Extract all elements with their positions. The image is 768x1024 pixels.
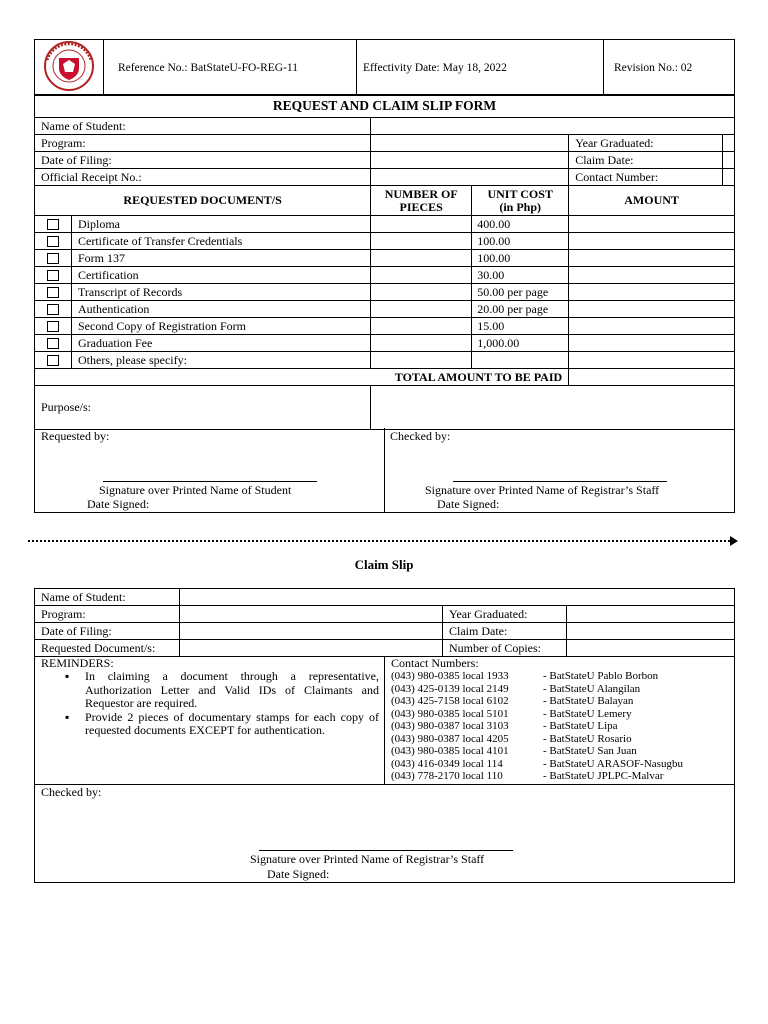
claim-copies-label: Number of Copies:	[443, 640, 567, 657]
reference-number: Reference No.: BatStateU-FO-REG-11	[104, 40, 357, 96]
reminders-label: REMINDERS:	[41, 656, 114, 670]
pieces-field[interactable]	[371, 233, 472, 250]
contact-campus: - BatStateU San Juan	[543, 745, 637, 757]
contact-row	[391, 683, 731, 696]
contact-phone: (043) 980-0385 local 4101	[391, 745, 509, 757]
checkbox[interactable]	[47, 219, 59, 230]
claim-copies-field[interactable]	[567, 640, 735, 657]
logo-cell	[35, 40, 104, 96]
year-graduated-label: Year Graduated:	[569, 135, 723, 152]
student-name-label: Name of Student:	[35, 118, 371, 135]
claim-staff-signature-caption: Signature over Printed Name of Registrar’s Staff	[250, 852, 485, 866]
document-name: Diploma	[72, 216, 371, 233]
revision-number: Revision No.: 02	[604, 40, 735, 96]
col-header-unit-cost	[472, 186, 569, 216]
unit-cost: 50.00 per page	[472, 284, 569, 301]
checkbox[interactable]	[47, 253, 59, 264]
contact-phone: (043) 778-2170 local 110	[391, 770, 503, 782]
claim-date-field[interactable]	[723, 152, 735, 169]
checkbox[interactable]	[47, 236, 59, 247]
document-name: Graduation Fee	[72, 335, 371, 352]
claim-date-signed: Date Signed:	[267, 867, 330, 881]
col-header-amount: AMOUNT	[569, 186, 735, 216]
col-header-cost-line1: UNIT COST	[487, 186, 553, 201]
claim-filing-label: Date of Filing:	[35, 623, 180, 640]
staff-signature-caption: Signature over Printed Name of Registrar’s Staff	[425, 483, 660, 497]
form-title: REQUEST AND CLAIM SLIP FORM	[35, 95, 735, 118]
student-signature-caption: Signature over Printed Name of Student	[99, 483, 292, 497]
contacts-section	[391, 656, 731, 783]
amount-field[interactable]	[569, 250, 735, 267]
student-name-field[interactable]	[371, 118, 735, 135]
amount-field[interactable]	[569, 301, 735, 318]
pieces-field[interactable]	[371, 352, 472, 369]
reminders-section	[41, 656, 379, 738]
document-row	[35, 301, 735, 318]
purpose-label: Purpose/s:	[35, 386, 371, 430]
total-amount-label: TOTAL AMOUNT TO BE PAID	[35, 369, 569, 386]
unit-cost	[472, 352, 569, 369]
claim-student-name-label: Name of Student:	[35, 589, 180, 606]
amount-field[interactable]	[569, 335, 735, 352]
contact-row	[391, 708, 731, 721]
checkbox[interactable]	[47, 321, 59, 332]
checkbox[interactable]	[47, 270, 59, 281]
pieces-field[interactable]	[371, 216, 472, 233]
col-header-pieces-line1: NUMBER OF	[384, 186, 458, 201]
document-checkbox-cell[interactable]	[35, 233, 72, 250]
contact-row	[391, 695, 731, 708]
unit-cost: 100.00	[472, 250, 569, 267]
contacts-label: Contact Numbers:	[391, 656, 479, 670]
document-row	[35, 284, 735, 301]
date-filing-field[interactable]	[371, 152, 569, 169]
claim-requested-field[interactable]	[180, 640, 443, 657]
document-name: Form 137	[72, 250, 371, 267]
claim-year-field[interactable]	[567, 606, 735, 623]
contact-campus: - BatStateU Lemery	[543, 707, 632, 720]
amount-field[interactable]	[569, 233, 735, 250]
form-header	[34, 39, 735, 96]
claim-filing-field[interactable]	[180, 623, 443, 640]
contact-phone: (043) 980-0387 local 3103	[391, 720, 509, 732]
claim-program-field[interactable]	[180, 606, 443, 623]
reminder-item: ▪ Provide 2 pieces of documentary stamps for each copy of requested documents EXCEPT for authentication.	[85, 711, 379, 738]
claim-checked-by-label: Checked by:	[41, 785, 102, 799]
pieces-field[interactable]	[371, 335, 472, 352]
student-signature-line[interactable]	[103, 481, 317, 482]
document-row	[35, 352, 735, 369]
arrow-right-icon	[730, 536, 738, 546]
contact-row	[391, 745, 731, 758]
claim-student-name-field[interactable]	[180, 589, 735, 606]
contact-campus: - BatStateU JPLPC-Malvar	[543, 770, 664, 782]
contact-phone: (043) 980-0387 local 4205	[391, 732, 509, 745]
claim-year-label: Year Graduated:	[443, 606, 567, 623]
receipt-label: Official Receipt No.:	[35, 169, 371, 186]
claim-signature-block	[34, 784, 735, 883]
document-checkbox-cell[interactable]	[35, 216, 72, 233]
unit-cost: 15.00	[472, 318, 569, 335]
unit-cost: 20.00 per page	[472, 301, 569, 318]
requested-by-label: Requested by:	[41, 429, 110, 443]
document-row	[35, 233, 735, 250]
document-row	[35, 267, 735, 284]
receipt-field[interactable]	[371, 169, 569, 186]
cut-line	[28, 540, 730, 542]
contact-phone: (043) 425-7158 local 6102	[391, 695, 509, 707]
request-form-table	[34, 94, 735, 430]
staff-date-signed: Date Signed:	[437, 497, 500, 511]
pieces-field[interactable]	[371, 267, 472, 284]
unit-cost: 1,000.00	[472, 335, 569, 352]
year-graduated-field[interactable]	[723, 135, 735, 152]
signature-divider	[384, 428, 385, 512]
pieces-field[interactable]	[371, 318, 472, 335]
amount-field[interactable]	[569, 267, 735, 284]
pieces-field[interactable]	[371, 284, 472, 301]
amount-field[interactable]	[569, 284, 735, 301]
contact-campus: - BatStateU Balayan	[543, 695, 634, 707]
effectivity-date: Effectivity Date: May 18, 2022	[357, 40, 604, 96]
document-name: Others, please specify:	[72, 352, 371, 369]
unit-cost: 400.00	[472, 216, 569, 233]
document-checkbox-cell[interactable]	[35, 301, 72, 318]
contact-phone: (043) 425-0139 local 2149	[391, 682, 509, 695]
document-checkbox-cell[interactable]	[35, 335, 72, 352]
contact-phone: (043) 416-0349 local 114	[391, 757, 503, 770]
document-name: Second Copy of Registration Form	[72, 318, 371, 335]
col-header-cost-line2: (in Php)	[499, 199, 542, 214]
contact-row	[391, 758, 731, 771]
document-name: Certificate of Transfer Credentials	[72, 233, 371, 250]
contact-number-label: Contact Number:	[569, 169, 723, 186]
contact-phone: (043) 980-0385 local 5101	[391, 707, 509, 720]
claim-staff-signature-line[interactable]	[259, 850, 513, 851]
unit-cost: 30.00	[472, 267, 569, 284]
col-header-pieces	[371, 186, 472, 216]
contact-campus: - BatStateU Lipa	[543, 720, 618, 732]
checked-by-label: Checked by:	[390, 429, 451, 443]
total-amount-field[interactable]	[569, 369, 735, 386]
program-field[interactable]	[371, 135, 569, 152]
claim-date-field[interactable]	[567, 623, 735, 640]
program-label: Program:	[35, 135, 371, 152]
date-filing-label: Date of Filing:	[35, 152, 371, 169]
purpose-field[interactable]	[371, 386, 735, 430]
contact-number-field[interactable]	[723, 169, 735, 186]
col-header-document: REQUESTED DOCUMENT/S	[35, 186, 371, 216]
document-checkbox-cell[interactable]	[35, 267, 72, 284]
contact-phone: (043) 980-0385 local 1933	[391, 670, 509, 682]
checkbox[interactable]	[47, 287, 59, 298]
contact-campus: - BatStateU Pablo Borbon	[543, 670, 659, 682]
claim-slip-table	[34, 588, 735, 657]
claim-date-label: Claim Date:	[569, 152, 723, 169]
claim-requested-label: Requested Document/s:	[35, 640, 180, 657]
contact-row	[391, 770, 731, 783]
document-name: Certification	[72, 267, 371, 284]
document-row	[35, 216, 735, 233]
document-row	[35, 318, 735, 335]
reminders-list	[41, 670, 379, 738]
document-checkbox-cell[interactable]	[35, 352, 72, 369]
staff-signature-line[interactable]	[453, 481, 667, 482]
claim-date-label: Claim Date:	[443, 623, 567, 640]
university-seal-logo	[37, 40, 101, 92]
document-checkbox-cell[interactable]	[35, 284, 72, 301]
signature-block	[34, 428, 735, 513]
document-checkbox-cell[interactable]	[35, 250, 72, 267]
checkbox[interactable]	[47, 304, 59, 315]
student-date-signed: Date Signed:	[87, 497, 150, 511]
document-name: Authentication	[72, 301, 371, 318]
contact-row	[391, 720, 731, 733]
document-name: Transcript of Records	[72, 284, 371, 301]
contact-row	[391, 733, 731, 746]
contact-campus: - BatStateU ARASOF-Nasugbu	[543, 757, 683, 770]
amount-field[interactable]	[569, 216, 735, 233]
contact-row	[391, 670, 731, 683]
checkbox[interactable]	[47, 355, 59, 366]
claim-slip-title: Claim Slip	[354, 557, 414, 572]
pieces-field[interactable]	[371, 250, 472, 267]
contact-campus: - BatStateU Alangilan	[543, 682, 641, 695]
reminders-contacts-block	[34, 656, 735, 785]
pieces-field[interactable]	[371, 301, 472, 318]
amount-field[interactable]	[569, 352, 735, 369]
reminders-divider	[384, 656, 385, 784]
col-header-pieces-line2: PIECES	[399, 199, 443, 214]
document-row	[35, 335, 735, 352]
checkbox[interactable]	[47, 338, 59, 349]
contact-campus: - BatStateU Rosario	[543, 732, 632, 745]
document-checkbox-cell[interactable]	[35, 318, 72, 335]
reminder-item: ▪ In claiming a document through a representative, Authorization Letter and Valid IDs of Claimants and Requestor are required.	[85, 670, 379, 711]
unit-cost: 100.00	[472, 233, 569, 250]
amount-field[interactable]	[569, 318, 735, 335]
claim-program-label: Program:	[35, 606, 180, 623]
document-row	[35, 250, 735, 267]
